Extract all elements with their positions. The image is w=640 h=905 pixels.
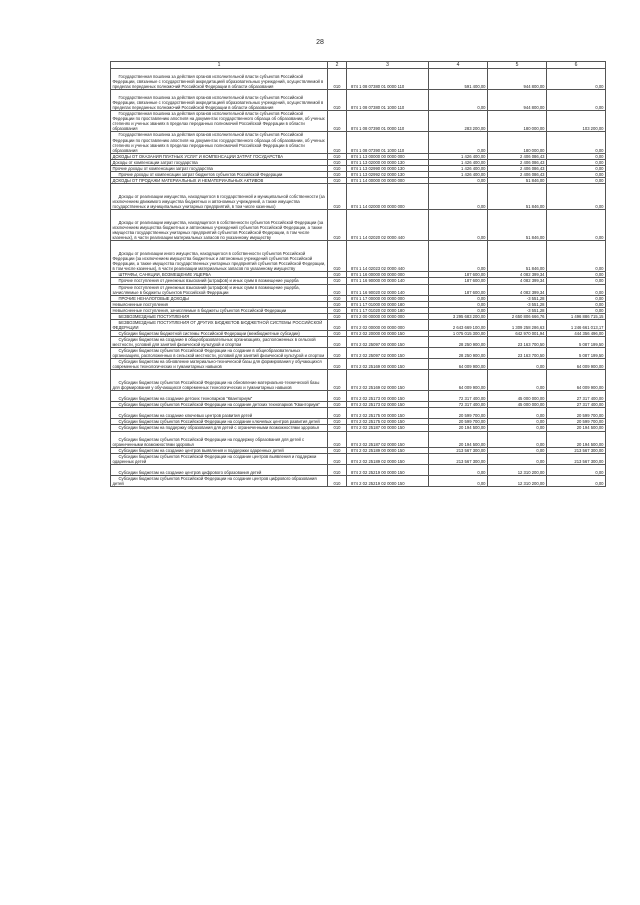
row-name-cell: Субсидии бюджетам субъектов Российской Федерации на создание центров выявления и поддержки одаренных детей <box>111 453 328 464</box>
table-row <box>111 295 606 301</box>
row-value-col4-cell: 1 075 015 300,00 <box>429 330 488 336</box>
row-value-col5-cell: 51 846,00 <box>488 210 547 241</box>
table-row <box>111 241 606 272</box>
row-line-code-cell: 010 <box>328 111 347 132</box>
row-budget-code-cell: 874 1 08 07390 01 1000 110 <box>347 132 429 153</box>
table-row <box>111 330 606 336</box>
row-value-col6-cell: 0,00 <box>547 464 606 475</box>
row-value-col6-cell: 0,00 <box>547 241 606 272</box>
row-value-col4-cell: 72 317 400,00 <box>429 402 488 408</box>
table-row <box>111 359 606 370</box>
row-budget-code-cell: 874 1 16 90020 02 0000 140 <box>347 284 429 295</box>
row-line-code-cell: 010 <box>328 210 347 241</box>
revenue-table <box>110 61 606 487</box>
row-name-cell: Доходы от реализации имущества, находящегося в собственности субъектов Российской Федерации (за исключением имущества бюджетных и автономных учреждений субъектов Российской Федерации, а также имущества государственных унитарных предприятий субъектов Российской Федерации, в том числе казенных), в части реализации материальных запасов по указанному имуществу <box>111 210 328 241</box>
row-value-col6-cell: 27 317 400,00 <box>547 391 606 402</box>
row-value-col6-cell: 1 496 886 715,15 <box>547 313 606 319</box>
table-row <box>111 171 606 177</box>
row-budget-code-cell: 874 2 02 25219 02 0000 150 <box>347 475 429 486</box>
table-row <box>111 348 606 359</box>
row-line-code-cell: 010 <box>328 408 347 419</box>
row-value-col4-cell: 1 426 400,00 <box>429 153 488 159</box>
row-value-col6-cell: 5 087 199,50 <box>547 336 606 347</box>
row-name-cell: ПРОЧИЕ НЕНАЛОГОВЫЕ ДОХОДЫ <box>111 295 328 301</box>
row-value-col6-cell: 27 317 400,00 <box>547 402 606 408</box>
row-budget-code-cell: 874 2 02 25169 00 0000 150 <box>347 359 429 370</box>
row-name-cell: Прочие доходы от компенсации затрат бюджетов субъектов Российской Федерации <box>111 171 328 177</box>
row-value-col5-cell: 12 310 200,00 <box>488 475 547 486</box>
row-value-col6-cell: 0,00 <box>547 90 606 111</box>
row-name-cell: Субсидии бюджетам бюджетной системы Российской Федерации (межбюджетные субсидии) <box>111 330 328 336</box>
row-value-col6-cell: 20 194 500,00 <box>547 431 606 447</box>
row-budget-code-cell: 874 1 08 07380 01 1000 110 <box>347 90 429 111</box>
table-row <box>111 272 606 278</box>
table-row <box>111 111 606 132</box>
row-value-col4-cell: 0,00 <box>429 301 488 307</box>
row-value-col6-cell: 0,00 <box>547 132 606 153</box>
row-line-code-cell: 010 <box>328 419 347 425</box>
row-value-col5-cell: -3 551,28 <box>488 301 547 307</box>
row-line-code-cell: 010 <box>328 336 347 347</box>
table-row <box>111 402 606 408</box>
row-value-col5-cell: 2 406 086,43 <box>488 171 547 177</box>
row-budget-code-cell: 874 1 17 01020 02 0000 180 <box>347 307 429 313</box>
row-value-col6-cell: 0,00 <box>547 295 606 301</box>
row-value-col4-cell: 187 600,00 <box>429 284 488 295</box>
row-value-col4-cell: 0,00 <box>429 177 488 183</box>
row-name-cell: Доходы от компенсации затрат государства <box>111 159 328 165</box>
row-value-col5-cell: 0,00 <box>488 425 547 431</box>
column-header: 6 <box>547 62 606 69</box>
row-value-col5-cell: 0,00 <box>488 370 547 391</box>
row-value-col6-cell: 0,00 <box>547 183 606 209</box>
row-name-cell: Субсидии бюджетам субъектов Российской Федерации на создание ключевых центров развития детей <box>111 419 328 425</box>
row-value-col4-cell: 0,00 <box>429 183 488 209</box>
row-budget-code-cell: 874 1 17 00000 00 0000 000 <box>347 295 429 301</box>
row-value-col6-cell: 0,00 <box>547 301 606 307</box>
row-value-col5-cell: 0,00 <box>488 447 547 453</box>
row-budget-code-cell: 874 2 02 25169 02 0000 150 <box>347 370 429 391</box>
table-row <box>111 307 606 313</box>
row-line-code-cell: 010 <box>328 348 347 359</box>
row-value-col4-cell: 0,00 <box>429 464 488 475</box>
column-header: 3 <box>347 62 429 69</box>
row-budget-code-cell: 874 1 13 00000 00 0000 000 <box>347 153 429 159</box>
row-value-col5-cell: 0,00 <box>488 419 547 425</box>
row-budget-code-cell: 874 2 02 25175 02 0000 150 <box>347 419 429 425</box>
row-line-code-cell: 010 <box>328 241 347 272</box>
row-name-cell: Доходы от реализации имущества, находящегося в государственной и муниципальной собственности (за исключением движимого имущества бюджетных и автономных учреждений, а также имущества государственных и муниципальных унитарных предприятий, в том числе казенных) <box>111 183 328 209</box>
row-value-col5-cell: 944 800,00 <box>488 69 547 90</box>
row-value-col6-cell: 213 567 300,00 <box>547 447 606 453</box>
row-budget-code-cell: 874 2 02 00000 00 0000 000 <box>347 319 429 330</box>
row-budget-code-cell: 874 1 17 01000 00 0000 180 <box>347 301 429 307</box>
row-line-code-cell: 010 <box>328 132 347 153</box>
row-name-cell: Государственная пошлина за действия органов исполнительной власти субъектов Российской Федерации, связанные с государственной аккредитацией образовательных учреждений, осуществляемой в пределах переданных полномочий Российской Федерации в области образования <box>111 69 328 90</box>
table-row <box>111 475 606 486</box>
row-value-col6-cell: 0,00 <box>547 210 606 241</box>
row-budget-code-cell: 874 1 16 90000 00 0000 140 <box>347 278 429 284</box>
row-value-col5-cell: 12 310 200,00 <box>488 464 547 475</box>
row-name-cell: ШТРАФЫ, САНКЦИИ, ВОЗМЕЩЕНИЕ УЩЕРБА <box>111 272 328 278</box>
row-value-col4-cell: 2 643 669 100,00 <box>429 319 488 330</box>
row-line-code-cell: 010 <box>328 69 347 90</box>
row-value-col4-cell: 0,00 <box>429 210 488 241</box>
row-budget-code-cell: 874 1 14 00000 00 0000 000 <box>347 177 429 183</box>
row-line-code-cell: 010 <box>328 319 347 330</box>
row-name-cell: Субсидии бюджетам субъектов Российской Федерации на обновление материально-технической базы для формирования у обучающихся современных технологических и гуманитарных навыков <box>111 370 328 391</box>
row-value-col5-cell: 4 082 399,34 <box>488 284 547 295</box>
row-value-col5-cell: 4 082 399,34 <box>488 278 547 284</box>
row-line-code-cell: 010 <box>328 330 347 336</box>
row-value-col4-cell: 213 567 300,00 <box>429 447 488 453</box>
table-row <box>111 153 606 159</box>
table-row <box>111 69 606 90</box>
row-value-col4-cell: 187 600,00 <box>429 278 488 284</box>
row-line-code-cell: 010 <box>328 313 347 319</box>
row-name-cell: Доходы от реализации иного имущества, находящегося в собственности субъектов Российской Федерации (за исключением имущества бюджетных и автономных учреждений субъектов Российской Федерации, а также имущества государственных унитарных предприятий субъектов Российской Федерации, в том числе казенных), в части реализации материальных запасов по указанному имуществу <box>111 241 328 272</box>
row-budget-code-cell: 874 1 13 02992 02 0000 130 <box>347 171 429 177</box>
row-value-col4-cell: 0,00 <box>429 241 488 272</box>
row-line-code-cell: 010 <box>328 359 347 370</box>
row-line-code-cell: 010 <box>328 447 347 453</box>
row-line-code-cell: 010 <box>328 284 347 295</box>
column-header: 1 <box>111 62 328 69</box>
row-budget-code-cell: 874 2 02 25189 00 0000 150 <box>347 447 429 453</box>
page-number: 28 <box>316 39 324 46</box>
row-name-cell: Государственная пошлина за действия органов исполнительной власти субъектов Российской Федерации по проставлению апостиля на документах государственного образца об образовании, об ученых степенях и ученых званиях в пределах переданных полномочий Российской Федерации в области образования <box>111 111 328 132</box>
row-value-col5-cell: 45 000 000,00 <box>488 402 547 408</box>
row-value-col4-cell: 0,00 <box>429 132 488 153</box>
row-value-col5-cell: 180 000,00 <box>488 111 547 132</box>
row-line-code-cell: 010 <box>328 391 347 402</box>
table-row <box>111 370 606 391</box>
row-value-col6-cell: 0,00 <box>547 307 606 313</box>
row-line-code-cell: 010 <box>328 301 347 307</box>
row-value-col4-cell: 0,00 <box>429 90 488 111</box>
row-name-cell: Субсидии бюджетам на поддержку образования для детей с ограниченными возможностями здоровья <box>111 425 328 431</box>
row-value-col6-cell: 213 567 300,00 <box>547 453 606 464</box>
row-value-col6-cell: 1 246 661 013,17 <box>547 319 606 330</box>
row-value-col4-cell: 20 194 500,00 <box>429 431 488 447</box>
table-row <box>111 132 606 153</box>
table-row <box>111 391 606 402</box>
row-line-code-cell: 010 <box>328 278 347 284</box>
row-value-col4-cell: 64 009 900,00 <box>429 359 488 370</box>
row-line-code-cell: 010 <box>328 171 347 177</box>
row-value-col5-cell: 4 082 399,34 <box>488 272 547 278</box>
row-value-col4-cell: 28 250 900,00 <box>429 336 488 347</box>
row-value-col6-cell: 64 009 900,00 <box>547 370 606 391</box>
row-value-col6-cell: 444 356 496,00 <box>547 330 606 336</box>
row-name-cell: Субсидии бюджетам на создание центров цифрового образования детей <box>111 464 328 475</box>
row-value-col4-cell: 283 200,00 <box>429 111 488 132</box>
table-row <box>111 278 606 284</box>
row-line-code-cell: 010 <box>328 453 347 464</box>
row-name-cell: Субсидии бюджетам на обновление материально-технической базы для формирования у обучающихся современных технологических и гуманитарных навыков <box>111 359 328 370</box>
row-line-code-cell: 010 <box>328 90 347 111</box>
row-name-cell: Субсидии бюджетам субъектов Российской Федерации на создание в общеобразовательных организациях, расположенных в сельской местности, условий для занятий физической культурой и спортом <box>111 348 328 359</box>
row-value-col4-cell: 0,00 <box>429 295 488 301</box>
row-value-col6-cell: 0,00 <box>547 177 606 183</box>
row-value-col5-cell: 180 000,00 <box>488 132 547 153</box>
row-value-col6-cell: 0,00 <box>547 475 606 486</box>
row-budget-code-cell: 874 1 14 02000 00 0000 000 <box>347 183 429 209</box>
row-value-col4-cell: 187 600,00 <box>429 272 488 278</box>
row-value-col6-cell: 20 599 700,00 <box>547 419 606 425</box>
row-value-col6-cell: 0,00 <box>547 165 606 171</box>
row-line-code-cell: 010 <box>328 425 347 431</box>
row-name-cell: Прочие поступления от денежных взысканий (штрафов) и иных сумм в возмещение ущерба, зачисляемые в бюджеты субъектов Российской Федерации <box>111 284 328 295</box>
row-budget-code-cell: 874 1 08 07380 01 0000 110 <box>347 69 429 90</box>
row-name-cell: Государственная пошлина за действия органов исполнительной власти субъектов Российской Федерации, связанные с государственной аккредитацией образовательных учреждений, осуществляемой в пределах переданных полномочий Российской Федерации в области образования <box>111 90 328 111</box>
row-value-col4-cell: 20 599 700,00 <box>429 419 488 425</box>
row-name-cell: Субсидии бюджетам субъектов Российской Федерации на создание детских технопарков "Кванториум" <box>111 402 328 408</box>
row-budget-code-cell: 874 2 02 25173 00 0000 150 <box>347 391 429 402</box>
row-budget-code-cell: 874 2 02 25187 02 0000 150 <box>347 431 429 447</box>
row-value-col4-cell: 0,00 <box>429 307 488 313</box>
row-name-cell: Прочие поступления от денежных взысканий (штрафов) и иных сумм в возмещение ущерба <box>111 278 328 284</box>
row-value-col6-cell: 20 599 700,00 <box>547 408 606 419</box>
row-name-cell: Субсидии бюджетам на создание центров выявления и поддержки одаренных детей <box>111 447 328 453</box>
row-value-col4-cell: 213 567 300,00 <box>429 453 488 464</box>
table-row <box>111 177 606 183</box>
row-budget-code-cell: 874 1 08 07390 01 0000 110 <box>347 111 429 132</box>
row-value-col5-cell: 23 163 700,50 <box>488 336 547 347</box>
row-value-col4-cell: 72 317 400,00 <box>429 391 488 402</box>
column-header: 2 <box>328 62 347 69</box>
row-value-col6-cell: 0,00 <box>547 171 606 177</box>
row-value-col5-cell: 0,00 <box>488 359 547 370</box>
row-budget-code-cell: 874 1 14 02020 02 0000 440 <box>347 210 429 241</box>
table-row <box>111 408 606 419</box>
row-value-col6-cell: 0,00 <box>547 284 606 295</box>
row-budget-code-cell: 874 2 02 25187 00 0000 150 <box>347 425 429 431</box>
row-value-col5-cell: 51 846,00 <box>488 177 547 183</box>
row-budget-code-cell: 874 2 02 20000 00 0000 150 <box>347 330 429 336</box>
row-line-code-cell: 010 <box>328 177 347 183</box>
row-value-col4-cell: 64 009 900,00 <box>429 370 488 391</box>
row-value-col5-cell: 2 406 086,43 <box>488 165 547 171</box>
row-value-col6-cell: 0,00 <box>547 272 606 278</box>
row-name-cell: БЕЗВОЗМЕЗДНЫЕ ПОСТУПЛЕНИЯ <box>111 313 328 319</box>
row-value-col5-cell: -3 551,28 <box>488 295 547 301</box>
row-budget-code-cell: 874 2 02 25175 00 0000 150 <box>347 408 429 419</box>
row-value-col5-cell: 642 970 001,94 <box>488 330 547 336</box>
row-value-col5-cell: 944 800,00 <box>488 90 547 111</box>
row-line-code-cell: 010 <box>328 295 347 301</box>
row-value-col5-cell: -3 551,28 <box>488 307 547 313</box>
table-row <box>111 431 606 447</box>
row-value-col5-cell: 2 406 086,43 <box>488 153 547 159</box>
row-value-col4-cell: 20 194 500,00 <box>429 425 488 431</box>
table-row <box>111 336 606 347</box>
row-line-code-cell: 010 <box>328 165 347 171</box>
row-value-col6-cell: 5 087 199,50 <box>547 348 606 359</box>
row-line-code-cell: 010 <box>328 464 347 475</box>
row-line-code-cell: 010 <box>328 475 347 486</box>
table-row <box>111 313 606 319</box>
row-value-col6-cell: 0,00 <box>547 159 606 165</box>
row-value-col6-cell: 0,00 <box>547 153 606 159</box>
row-budget-code-cell: 874 2 02 25097 00 0000 150 <box>347 336 429 347</box>
row-name-cell: Субсидии бюджетам на создание в общеобразовательных организациях, расположенных в сельской местности, условий для занятий физической культурой и спортом <box>111 336 328 347</box>
row-value-col5-cell: 0,00 <box>488 408 547 419</box>
row-value-col5-cell: 2 406 086,43 <box>488 159 547 165</box>
row-name-cell: Невыясненные поступления, зачисляемые в бюджеты субъектов Российской Федерации <box>111 307 328 313</box>
row-value-col4-cell: 28 250 900,00 <box>429 348 488 359</box>
row-name-cell: БЕЗВОЗМЕЗДНЫЕ ПОСТУПЛЕНИЯ ОТ ДРУГИХ БЮДЖЕТОВ БЮДЖЕТНОЙ СИСТЕМЫ РОССИЙСКОЙ ФЕДЕРАЦИИ <box>111 319 328 330</box>
row-name-cell: ДОХОДЫ ОТ ПРОДАЖИ МАТЕРИАЛЬНЫХ И НЕМАТЕРИАЛЬНЫХ АКТИВОВ <box>111 177 328 183</box>
row-budget-code-cell: 874 1 16 00000 00 0000 000 <box>347 272 429 278</box>
row-name-cell: Субсидии бюджетам на создание детских технопарков "Кванториум" <box>111 391 328 402</box>
row-value-col4-cell: 1 426 400,00 <box>429 171 488 177</box>
row-budget-code-cell: 874 1 13 02990 00 0000 130 <box>347 165 429 171</box>
row-line-code-cell: 010 <box>328 370 347 391</box>
row-name-cell: Субсидии бюджетам субъектов Российской Федерации на поддержку образования для детей с ограниченными возможностями здоровья <box>111 431 328 447</box>
row-budget-code-cell: 874 2 00 00000 00 0000 000 <box>347 313 429 319</box>
row-name-cell: Прочие доходы от компенсации затрат государства <box>111 165 328 171</box>
row-value-col5-cell: 0,00 <box>488 453 547 464</box>
row-value-col5-cell: 2 650 806 666,76 <box>488 313 547 319</box>
row-value-col4-cell: 20 599 700,00 <box>429 408 488 419</box>
row-budget-code-cell: 874 2 02 25189 02 0000 150 <box>347 453 429 464</box>
row-value-col5-cell: 45 000 000,00 <box>488 391 547 402</box>
row-value-col6-cell: 20 194 500,00 <box>547 425 606 431</box>
row-value-col4-cell: 0,00 <box>429 475 488 486</box>
table-row <box>111 210 606 241</box>
row-line-code-cell: 010 <box>328 402 347 408</box>
row-value-col6-cell: 0,00 <box>547 278 606 284</box>
row-value-col4-cell: 1 426 400,00 <box>429 159 488 165</box>
column-header: 5 <box>488 62 547 69</box>
row-value-col4-cell: 591 400,00 <box>429 69 488 90</box>
row-line-code-cell: 010 <box>328 431 347 447</box>
table-row <box>111 464 606 475</box>
row-value-col5-cell: 23 163 700,50 <box>488 348 547 359</box>
row-line-code-cell: 010 <box>328 272 347 278</box>
row-value-col4-cell: 3 295 683 200,00 <box>429 313 488 319</box>
row-value-col6-cell: 0,00 <box>547 69 606 90</box>
row-line-code-cell: 010 <box>328 183 347 209</box>
table-row <box>111 165 606 171</box>
row-value-col5-cell: 51 846,00 <box>488 183 547 209</box>
table-row <box>111 453 606 464</box>
row-budget-code-cell: 874 1 13 02000 00 0000 130 <box>347 159 429 165</box>
row-name-cell: Субсидии бюджетам субъектов Российской Федерации на создание центров цифрового образования детей <box>111 475 328 486</box>
row-name-cell: Государственная пошлина за действия органов исполнительной власти субъектов Российской Федерации по проставлению апостиля на документах государственного образца об образовании, об ученых степенях и ученых званиях в пределах переданных полномочий Российской Федерации в области образования <box>111 132 328 153</box>
row-name-cell: Субсидии бюджетам на создание ключевых центров развития детей <box>111 408 328 419</box>
row-line-code-cell: 010 <box>328 307 347 313</box>
row-budget-code-cell: 874 1 14 02023 02 0000 440 <box>347 241 429 272</box>
row-value-col5-cell: 1 309 258 286,63 <box>488 319 547 330</box>
row-value-col4-cell: 1 426 400,00 <box>429 165 488 171</box>
row-budget-code-cell: 874 2 02 25097 02 0000 150 <box>347 348 429 359</box>
row-value-col6-cell: 64 009 900,00 <box>547 359 606 370</box>
table-row <box>111 183 606 209</box>
table-row <box>111 284 606 295</box>
row-value-col6-cell: 103 200,00 <box>547 111 606 132</box>
table-row <box>111 90 606 111</box>
table-row <box>111 159 606 165</box>
table-row <box>111 319 606 330</box>
row-line-code-cell: 010 <box>328 159 347 165</box>
row-budget-code-cell: 874 2 02 25173 02 0000 150 <box>347 402 429 408</box>
row-name-cell: Невыясненные поступления <box>111 301 328 307</box>
row-value-col5-cell: 51 846,00 <box>488 241 547 272</box>
column-header: 4 <box>429 62 488 69</box>
row-line-code-cell: 010 <box>328 153 347 159</box>
table-header-row <box>111 62 606 69</box>
row-value-col5-cell: 0,00 <box>488 431 547 447</box>
row-budget-code-cell: 874 2 02 25219 00 0000 150 <box>347 464 429 475</box>
row-name-cell: ДОХОДЫ ОТ ОКАЗАНИЯ ПЛАТНЫХ УСЛУГ И КОМПЕНСАЦИИ ЗАТРАТ ГОСУДАРСТВА <box>111 153 328 159</box>
